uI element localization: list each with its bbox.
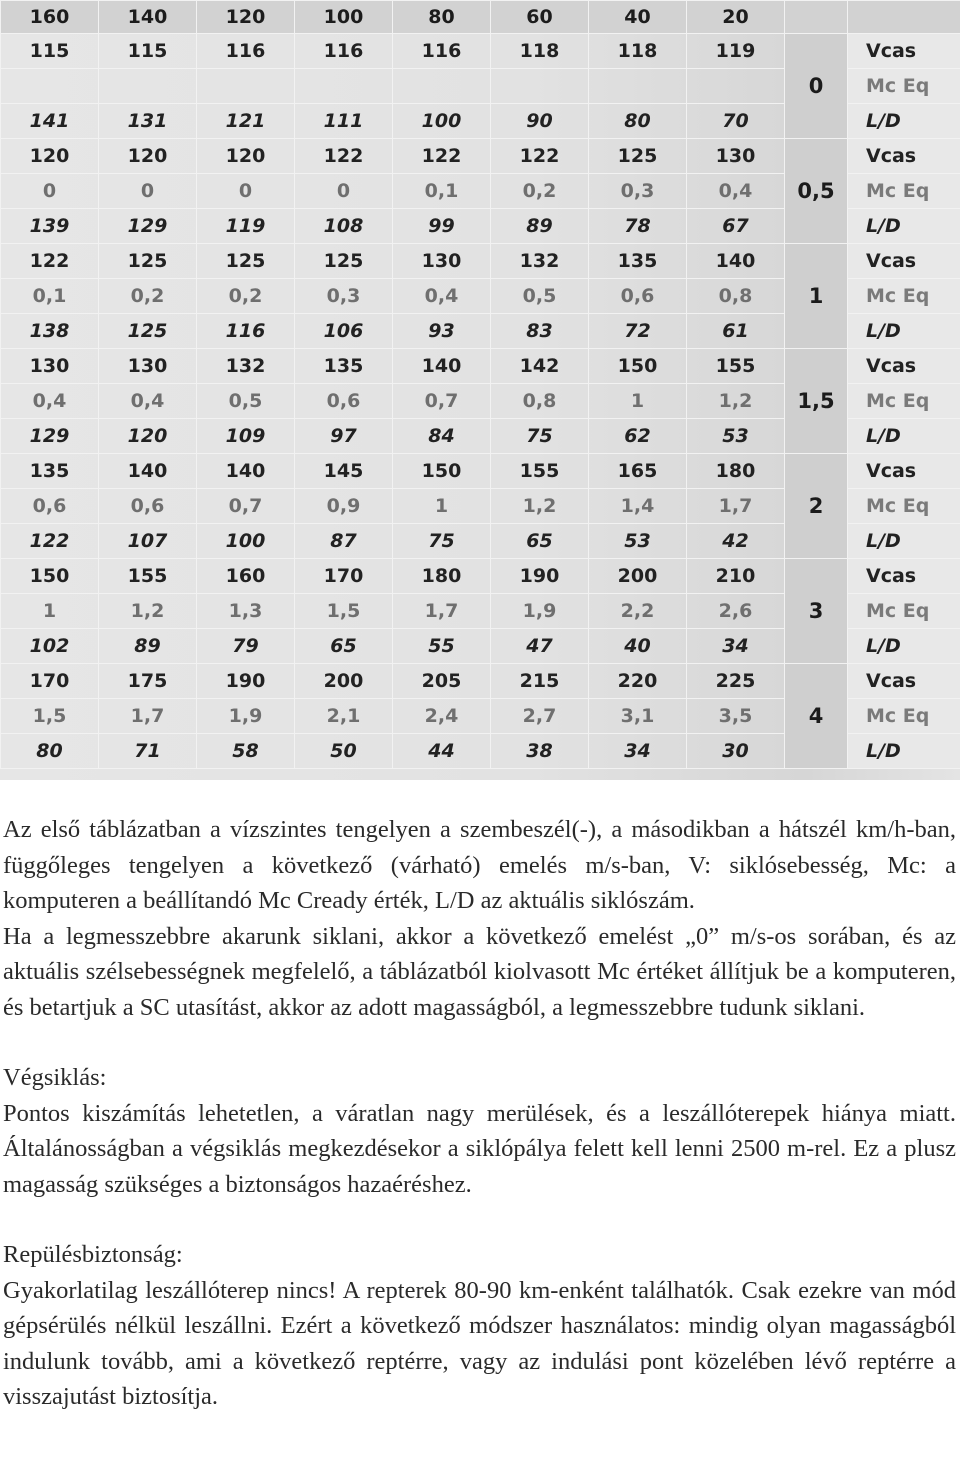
vcas-row-label: Vcas <box>848 34 960 69</box>
mc-cell: 0,1 <box>1 279 99 314</box>
mc-cell: 0,3 <box>295 279 393 314</box>
mc-cell: 0 <box>295 174 393 209</box>
mc-row-label: Mc Eq <box>848 594 960 629</box>
column-header: 60 <box>491 1 589 34</box>
lift-value-cell: 1 <box>785 244 848 349</box>
lift-value-cell: 0 <box>785 34 848 139</box>
mc-cell: 1,3 <box>197 594 295 629</box>
table-row-vcas <box>1 244 960 279</box>
ld-cell: 129 <box>1 419 99 454</box>
heading-final-glide: Végsiklás: <box>3 1064 107 1091</box>
mc-cell: 1,4 <box>589 489 687 524</box>
ld-cell: 100 <box>197 524 295 559</box>
vcas-cell: 155 <box>687 349 785 384</box>
mc-row-label: Mc Eq <box>848 699 960 734</box>
lift-value-cell: 4 <box>785 664 848 769</box>
column-header: 120 <box>197 1 295 34</box>
ld-cell: 79 <box>197 629 295 664</box>
ld-cell: 53 <box>589 524 687 559</box>
mc-cell: 1,7 <box>393 594 491 629</box>
vcas-cell: 116 <box>197 34 295 69</box>
mc-cell: 0,7 <box>197 489 295 524</box>
table-row-vcas <box>1 349 960 384</box>
mc-cell: 1,7 <box>687 489 785 524</box>
ld-row-label: L/D <box>848 209 960 244</box>
vcas-cell: 122 <box>295 139 393 174</box>
vcas-cell: 140 <box>687 244 785 279</box>
vcas-cell: 225 <box>687 664 785 699</box>
ld-cell: 97 <box>295 419 393 454</box>
vcas-cell: 115 <box>99 34 197 69</box>
column-header: 160 <box>1 1 99 34</box>
ld-cell: 90 <box>491 104 589 139</box>
ld-cell: 80 <box>589 104 687 139</box>
vcas-row-label: Vcas <box>848 349 960 384</box>
mc-cell <box>491 69 589 104</box>
vcas-cell: 145 <box>295 454 393 489</box>
ld-cell: 50 <box>295 734 393 769</box>
table-row-vcas <box>1 454 960 489</box>
vcas-cell: 205 <box>393 664 491 699</box>
ld-cell: 58 <box>197 734 295 769</box>
vcas-cell: 130 <box>687 139 785 174</box>
vcas-cell: 122 <box>491 139 589 174</box>
lift-value-cell: 2 <box>785 454 848 559</box>
column-header: 140 <box>99 1 197 34</box>
ld-cell: 61 <box>687 314 785 349</box>
vcas-cell: 140 <box>197 454 295 489</box>
mc-cell: 0,4 <box>99 384 197 419</box>
mc-cell: 2,4 <box>393 699 491 734</box>
ld-cell: 129 <box>99 209 197 244</box>
vcas-cell: 155 <box>99 559 197 594</box>
vcas-cell: 175 <box>99 664 197 699</box>
vcas-cell: 125 <box>197 244 295 279</box>
ld-cell: 108 <box>295 209 393 244</box>
ld-cell: 89 <box>491 209 589 244</box>
paragraph-final-glide: Pontos kiszámítás lehetetlen, a váratlan nagy merülések, és a leszállóterepek hiánya miatt. Általánosságban a végsiklás megkezdésekor a siklópálya felett kell lenni 2500 m-rel. Ez a plusz magasság szükséges a biztonságos hazaéréshez. <box>3 1099 956 1198</box>
mc-cell: 0,6 <box>1 489 99 524</box>
vcas-cell: 170 <box>1 664 99 699</box>
mc-cell: 0,5 <box>197 384 295 419</box>
vcas-cell: 140 <box>393 349 491 384</box>
mc-row-label: Mc Eq <box>848 489 960 524</box>
column-header: 80 <box>393 1 491 34</box>
mc-cell: 2,6 <box>687 594 785 629</box>
mc-cell <box>197 69 295 104</box>
explanation-text <box>3 812 956 1415</box>
mc-cell: 0,4 <box>1 384 99 419</box>
mc-cell: 3,1 <box>589 699 687 734</box>
column-header: 40 <box>589 1 687 34</box>
ld-cell: 100 <box>393 104 491 139</box>
vcas-cell: 125 <box>589 139 687 174</box>
ld-cell: 99 <box>393 209 491 244</box>
vcas-row-label: Vcas <box>848 139 960 174</box>
vcas-cell: 150 <box>589 349 687 384</box>
mc-cell <box>99 69 197 104</box>
heading-flight-safety: Repülésbiztonság: <box>3 1241 183 1268</box>
ld-cell: 87 <box>295 524 393 559</box>
ld-cell: 34 <box>687 629 785 664</box>
mc-cell: 0,6 <box>99 489 197 524</box>
vcas-cell: 135 <box>589 244 687 279</box>
ld-cell: 75 <box>393 524 491 559</box>
ld-cell: 30 <box>687 734 785 769</box>
vcas-cell: 118 <box>491 34 589 69</box>
ld-cell: 83 <box>491 314 589 349</box>
mc-cell: 0,9 <box>295 489 393 524</box>
ld-cell: 38 <box>491 734 589 769</box>
table-row-vcas <box>1 34 960 69</box>
vcas-cell: 200 <box>295 664 393 699</box>
ld-cell: 72 <box>589 314 687 349</box>
ld-row-label: L/D <box>848 104 960 139</box>
vcas-cell: 116 <box>393 34 491 69</box>
ld-cell: 138 <box>1 314 99 349</box>
column-header: 20 <box>687 1 785 34</box>
ld-cell: 102 <box>1 629 99 664</box>
vcas-row-label: Vcas <box>848 454 960 489</box>
lift-value-cell: 1,5 <box>785 349 848 454</box>
mc-cell: 2,2 <box>589 594 687 629</box>
mc-row-label: Mc Eq <box>848 279 960 314</box>
mc-cell: 0,7 <box>393 384 491 419</box>
mc-cell: 0,6 <box>589 279 687 314</box>
vcas-cell: 150 <box>1 559 99 594</box>
mc-cell: 1 <box>1 594 99 629</box>
mc-cell: 0,2 <box>197 279 295 314</box>
ld-cell: 131 <box>99 104 197 139</box>
header-row <box>1 1 960 34</box>
vcas-cell: 120 <box>197 139 295 174</box>
mc-cell: 0,6 <box>295 384 393 419</box>
ld-cell: 40 <box>589 629 687 664</box>
column-header: 100 <box>295 1 393 34</box>
mc-cell: 0,4 <box>393 279 491 314</box>
ld-cell: 80 <box>1 734 99 769</box>
mc-cell: 0,2 <box>491 174 589 209</box>
mc-cell: 0,8 <box>687 279 785 314</box>
ld-cell: 84 <box>393 419 491 454</box>
vcas-cell: 116 <box>295 34 393 69</box>
vcas-cell: 210 <box>687 559 785 594</box>
ld-row-label: L/D <box>848 734 960 769</box>
vcas-cell: 150 <box>393 454 491 489</box>
mc-cell: 1,2 <box>99 594 197 629</box>
vcas-cell: 190 <box>197 664 295 699</box>
vcas-row-label: Vcas <box>848 664 960 699</box>
lift-value-cell: 3 <box>785 559 848 664</box>
mc-cell: 0,8 <box>491 384 589 419</box>
vcas-cell: 122 <box>1 244 99 279</box>
mc-cell: 0,4 <box>687 174 785 209</box>
ld-cell: 107 <box>99 524 197 559</box>
mc-cell: 2,1 <box>295 699 393 734</box>
mc-row-label: Mc Eq <box>848 384 960 419</box>
mc-cell: 0,1 <box>393 174 491 209</box>
ld-cell: 106 <box>295 314 393 349</box>
vcas-cell: 165 <box>589 454 687 489</box>
mc-cell: 1,5 <box>295 594 393 629</box>
mc-cell: 0,2 <box>99 279 197 314</box>
mc-cell: 1,2 <box>491 489 589 524</box>
ld-cell: 65 <box>295 629 393 664</box>
ld-cell: 44 <box>393 734 491 769</box>
mc-cell <box>295 69 393 104</box>
ld-cell: 122 <box>1 524 99 559</box>
vcas-cell: 120 <box>99 139 197 174</box>
ld-cell: 141 <box>1 104 99 139</box>
vcas-cell: 119 <box>687 34 785 69</box>
ld-cell: 34 <box>589 734 687 769</box>
table-row-vcas <box>1 559 960 594</box>
vcas-cell: 125 <box>99 244 197 279</box>
paragraph-flight-safety: Gyakorlatilag leszállóterep nincs! A repterek 80-90 km-enként találhatók. Csak ezekre van mód gépsérülés nélkül leszállni. Ezért a következő módszer használatos: mindig olyan magasságból indulunk tovább, ami a következő reptérre, vagy az indulási pont közelében lévő reptérre a visszajutást biztosítja. <box>3 1276 956 1410</box>
vcas-row-label: Vcas <box>848 559 960 594</box>
mc-cell: 0 <box>197 174 295 209</box>
ld-row-label: L/D <box>848 524 960 559</box>
vcas-cell: 200 <box>589 559 687 594</box>
vcas-cell: 130 <box>393 244 491 279</box>
mc-cell: 1,2 <box>687 384 785 419</box>
ld-cell: 109 <box>197 419 295 454</box>
paragraph-max-distance: Ha a legmesszebbre akarunk siklani, akkor a következő emelést „0” m/s-os sorában, és az aktuális szélsebességnek megfelelő, a táblázatból kiolvasott Mc értéket állítjuk be a komputeren, és betartjuk a SC utasítást, akkor az adott magasságból, a legmesszebbre tudunk siklani. <box>3 922 956 1021</box>
mc-cell: 0,3 <box>589 174 687 209</box>
vcas-cell: 118 <box>589 34 687 69</box>
mc-row-label: Mc Eq <box>848 174 960 209</box>
ld-cell: 67 <box>687 209 785 244</box>
ld-cell: 78 <box>589 209 687 244</box>
header-blank-label <box>848 1 960 34</box>
ld-cell: 121 <box>197 104 295 139</box>
vcas-cell: 135 <box>1 454 99 489</box>
mc-cell: 3,5 <box>687 699 785 734</box>
ld-cell: 55 <box>393 629 491 664</box>
vcas-cell: 220 <box>589 664 687 699</box>
header-blank-lift <box>785 1 848 34</box>
vcas-cell: 115 <box>1 34 99 69</box>
lift-value-cell: 0,5 <box>785 139 848 244</box>
ld-cell: 89 <box>99 629 197 664</box>
ld-cell: 53 <box>687 419 785 454</box>
paragraph-intro: Az első táblázatban a vízszintes tengelyen a szembeszél(-), a másodikban a hátszél km/h-ban, függőleges tengelyen a következő (várható) emelés m/s-ban, V: siklósebesség, Mc: a komputeren a beállítandó Mc Cready érték, L/D az aktuális siklószám. <box>3 816 956 914</box>
mc-cell: 1,5 <box>1 699 99 734</box>
mc-cell <box>687 69 785 104</box>
vcas-cell: 135 <box>295 349 393 384</box>
ld-cell: 119 <box>197 209 295 244</box>
vcas-cell: 140 <box>99 454 197 489</box>
table-row-vcas <box>1 139 960 174</box>
ld-cell: 120 <box>99 419 197 454</box>
ld-cell: 93 <box>393 314 491 349</box>
ld-cell: 70 <box>687 104 785 139</box>
ld-cell: 75 <box>491 419 589 454</box>
table-body <box>1 1 960 769</box>
mc-cell: 1,9 <box>197 699 295 734</box>
mc-row-label: Mc Eq <box>848 69 960 104</box>
mc-cell <box>393 69 491 104</box>
ld-cell: 65 <box>491 524 589 559</box>
ld-row-label: L/D <box>848 629 960 664</box>
ld-cell: 42 <box>687 524 785 559</box>
vcas-cell: 120 <box>1 139 99 174</box>
vcas-cell: 180 <box>393 559 491 594</box>
mc-cell <box>1 69 99 104</box>
table-row-vcas <box>1 664 960 699</box>
mc-cell: 0 <box>99 174 197 209</box>
ld-cell: 62 <box>589 419 687 454</box>
mc-cell: 1,9 <box>491 594 589 629</box>
ld-cell: 47 <box>491 629 589 664</box>
ld-cell: 139 <box>1 209 99 244</box>
vcas-cell: 170 <box>295 559 393 594</box>
ld-row-label: L/D <box>848 419 960 454</box>
vcas-row-label: Vcas <box>848 244 960 279</box>
vcas-cell: 132 <box>197 349 295 384</box>
vcas-cell: 160 <box>197 559 295 594</box>
vcas-cell: 130 <box>1 349 99 384</box>
mc-cell <box>589 69 687 104</box>
mc-cell: 1 <box>393 489 491 524</box>
mc-cell: 0 <box>1 174 99 209</box>
ld-cell: 111 <box>295 104 393 139</box>
vcas-cell: 122 <box>393 139 491 174</box>
mc-cell: 1 <box>589 384 687 419</box>
vcas-cell: 180 <box>687 454 785 489</box>
ld-cell: 125 <box>99 314 197 349</box>
ld-cell: 71 <box>99 734 197 769</box>
vcas-cell: 142 <box>491 349 589 384</box>
ld-cell: 116 <box>197 314 295 349</box>
vcas-cell: 132 <box>491 244 589 279</box>
vcas-cell: 130 <box>99 349 197 384</box>
mc-cell: 2,7 <box>491 699 589 734</box>
vcas-cell: 190 <box>491 559 589 594</box>
mc-cell: 1,7 <box>99 699 197 734</box>
vcas-cell: 215 <box>491 664 589 699</box>
vcas-cell: 125 <box>295 244 393 279</box>
vcas-cell: 155 <box>491 454 589 489</box>
mc-cell: 0,5 <box>491 279 589 314</box>
ld-row-label: L/D <box>848 314 960 349</box>
